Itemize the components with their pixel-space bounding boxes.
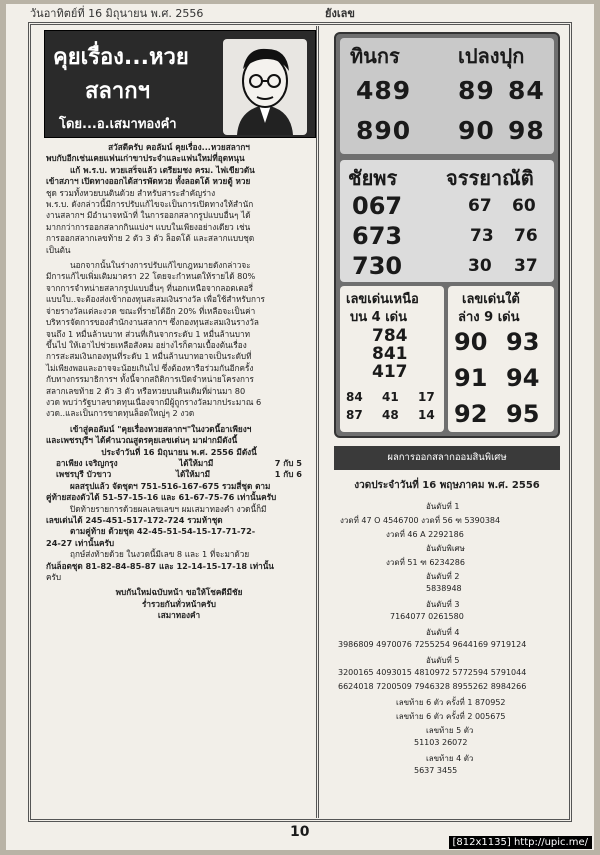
result-line: 5838948 — [426, 584, 462, 593]
article-line: กับทางกรรมาธิการฯ ทั้งนี้จากสถิติการเปิดจำหน่ายโครงการ — [46, 374, 254, 385]
page-number: 10 — [290, 824, 310, 840]
result-line: อันดับที่ 1 — [426, 502, 460, 511]
article-line: จากการจำหน่ายสลากรูปแบบอื่นๆ ที่นอกเหนือจากลอตเตอรี่ — [46, 282, 254, 293]
result-line: 5637 3455 — [414, 766, 458, 775]
prediction-number: 98 — [508, 116, 545, 145]
header-date: วันอาทิตย์ที่ 16 มิถุนายน พ.ศ. 2556 — [30, 7, 204, 20]
article-line: นอกจากนั้นในร่างการปรับแก้ไขกฎหมายดังกล่าวจะ — [70, 260, 251, 271]
article-line: และเพชรบุรีฯ ได้คำนวณสูตรคุยเลขเด่นๆ มาฝากมีดังนี้ — [46, 435, 238, 446]
article-line: ปิดท้ายรายการด้วยผลเลขเลขฯ ผมเสมาทองคำ งวดนี้ก็มี — [70, 503, 267, 514]
article-line: การออกสลากเลขท้าย 2 ตัว 3 ตัว ล็อตโต้ และสลากแบบชุด — [46, 233, 255, 244]
article-line: กันล็อตชุด 81-82-84-85-87 และ 12-14-15-17-18 เท่านั้น — [46, 560, 274, 571]
prediction-number: 60 — [512, 196, 536, 216]
result-line: 3986809 4970076 7255254 9644169 9719124 — [338, 640, 527, 649]
predictor-name: ชัยพร — [348, 166, 398, 190]
article-line: ประจำวันที่ 16 มิถุนายน พ.ศ. 2556 มีดังนี้ — [101, 446, 257, 457]
article-line: ชุด รวมทั้งหวยบนดินด้วย สำหรับสาระสำคัญร่าง — [46, 187, 216, 198]
savings-lottery-results — [334, 446, 560, 826]
prediction-number: 90 — [454, 328, 488, 356]
row-result: ได้ให้มามี — [179, 457, 214, 468]
prediction-number: 84 — [508, 76, 545, 105]
article-line: จนถึง 1 หมื่นล้านบาท ส่วนที่เกินจากระดับ 1 หมื่นล้านบาท — [46, 328, 250, 339]
page-header — [30, 4, 570, 20]
article-line: ตามคู่ท้าย ด้วยชุด 42-45-51-54-15-17-71-72- — [70, 526, 256, 537]
banner-title-line2: สลากฯ — [85, 79, 150, 104]
row-result: ได้ให้มามี — [175, 469, 211, 480]
prediction-number: 73 — [470, 226, 494, 246]
article-line: ฤกษ์ส่งท้ายด้วย ในงวดนี้มีเลข 8 และ 1 ที่จะมาด้วย — [70, 549, 250, 560]
row-score: 7 กับ 5 — [274, 457, 302, 468]
prediction-box-1 — [340, 38, 554, 154]
article-line: ไม่เพียงพอและอาจจะน้อยเกินไป ซึ่งต้องหารือร่วมกันอีกครั้ง — [46, 362, 254, 373]
article-line: งวด..และเป็นการขาดทุนล็อตใหญ่ๆ 2 งวด — [46, 408, 195, 419]
article-line: การสะสมเงินกองทุนที่ระดับ 1 หมื่นล้านบาทอาจเป็นระดับที่ — [46, 351, 252, 362]
article-line: เข้าสภาฯ เปิดทางออกได้สารพัดหวย ทั้งลอตโต้ หวยตู้ หวย — [46, 176, 251, 187]
results-header: ผลการออกสลากออมสินพิเศษ — [334, 446, 560, 470]
article-line: ร่ำรวยกันทั่วหน้าครับ — [142, 598, 216, 609]
article-line: มีการแก้ไขเพิ่มเติมมาตรา 22 โดยจะกำหนดให้รายได้ 80% — [46, 271, 256, 282]
article-line: คู่ท้ายสองตัวได้ 51-57-15-16 และ 61-67-75-76 เท่านั้นครับ — [46, 492, 277, 503]
prediction-number: 730 — [352, 252, 403, 280]
result-line: เลขท้าย 6 ตัว ครั้งที่ 2 005675 — [396, 712, 506, 721]
article-line: พ.ร.บ. ดังกล่าวนี้มีการปรับแก้ไขจะเป็นการเปิดทางให้สำนัก — [46, 199, 254, 210]
banner-byline: โดย...อ.เสมาทองคำ — [59, 117, 177, 132]
prediction-number: 890 — [356, 116, 412, 145]
result-line: อันดับที่ 2 — [426, 572, 460, 581]
column-divider — [316, 26, 319, 818]
prediction-column — [334, 32, 562, 826]
row-name: เพชรบุรี บัวขาว — [56, 469, 112, 480]
article-line: ผลสรุปแล้ว จัดชุดฯ 751-516-167-675 รวมสี่ชุด ตาม — [70, 480, 271, 491]
results-date: งวดประจำวันที่ 16 พฤษภาคม พ.ศ. 2556 — [354, 480, 540, 491]
row-score: 1 กับ 6 — [274, 469, 302, 480]
prediction-number: 89 — [458, 76, 495, 105]
prediction-number: 84 — [346, 390, 363, 404]
prediction-number: 30 — [468, 256, 492, 276]
header-brand: ยังเลข — [325, 7, 355, 20]
predictor-name: ทินกร — [350, 44, 400, 68]
article-line: เข้าสู่คอลัมน์ "คุยเรื่องหวยสลากฯ"ในงวดนี้อาเพียงฯ — [70, 423, 252, 434]
result-line: 51103 26072 — [414, 738, 468, 747]
article-column — [40, 30, 316, 622]
result-line: อันดับที่ 3 — [426, 600, 460, 609]
result-line: เลขท้าย 4 ตัว — [426, 754, 474, 763]
article-line: จ่ายรางวัลแต่ละงวด ขณะที่รายได้อีก 20% ที่เหลือจะเป็นค่า — [46, 305, 256, 316]
article-line: 24-27 เท่านั้นครับ — [46, 537, 115, 548]
prediction-number: 784 — [372, 326, 408, 346]
article-line: แบบใบ..จะต้องส่งเข้ากองทุนสะสมเงินรางวัล เพื่อใช้สำหรับการ — [46, 294, 265, 305]
prediction-number: 91 — [454, 364, 488, 392]
article-line: เป็นต้น — [46, 244, 71, 255]
result-line: อันดับที่ 4 — [426, 628, 460, 637]
row-name: อาเพียง เจริญกรุง — [56, 457, 118, 468]
author-portrait — [223, 39, 307, 135]
prediction-number: 489 — [356, 76, 412, 105]
article-line: เสมาทองคำ — [157, 610, 201, 621]
article-line: ขึ้นไป ให้เอาไปช่วยเหลือสังคม อย่างไรก็ตามเบื้องต้นเรื่อง — [46, 339, 247, 350]
box-subtitle: ล่าง 9 เด่น — [458, 310, 520, 325]
prediction-number: 067 — [352, 192, 403, 220]
box-title: เลขเด่นเหนือ — [346, 292, 419, 307]
article-line: พบกับอีกเช่นเคยแฟนเก่าขาประจำและแฟนใหม่ที่อุดหนุน — [46, 153, 245, 164]
portrait-illustration-icon — [223, 39, 307, 135]
prediction-number: 67 — [468, 196, 492, 216]
watermark: [812x1135] http://upic.me/ — [449, 836, 592, 849]
result-line: เลขท้าย 5 ตัว — [426, 726, 474, 735]
prediction-number: 93 — [506, 328, 540, 356]
prediction-number: 14 — [418, 408, 435, 422]
predictor-name: เปลงปุก — [458, 44, 525, 68]
result-line: อันดับที่ 5 — [426, 656, 460, 665]
prediction-number: 90 — [458, 116, 495, 145]
article-line: งานสลากฯ มีอำนาจหน้าที่ ในการออกสลากรูปแบบอื่นๆ ได้ — [46, 210, 251, 221]
result-line: งวดที่ 47 O 4546700 งวดที่ 56 ฑ 5390384 — [340, 516, 501, 525]
result-line: งวดที่ 51 ฑ 6234286 — [386, 558, 465, 567]
prediction-number: 48 — [382, 408, 399, 422]
table-row — [46, 458, 312, 469]
article-line: พบกันใหม่ฉบับหน้า ขอให้โชคดีมีชัย — [115, 587, 243, 598]
predictor-name: จรรยาณัติ — [446, 166, 534, 190]
result-line: 7164077 0261580 — [390, 612, 464, 621]
prediction-number: 673 — [352, 222, 403, 250]
article-line: สวัสดีครับ คอลัมน์ คุยเรื่อง...หวยสลากฯ — [108, 142, 250, 152]
prediction-box-2 — [340, 160, 554, 282]
result-line: งวดที่ 46 A 2292186 — [386, 530, 464, 539]
box-title: เลขเด่นใต้ — [462, 292, 520, 307]
article-line: แก้ พ.ร.บ. หวยเสร็จแล้ว เตรียมชง ครม. ไฟเขียวดัน — [70, 164, 255, 175]
prediction-number: 417 — [372, 362, 408, 382]
article-line: เลขเด่นได้ 245-451-517-172-724 รวมห้าชุด — [46, 515, 223, 525]
box-subtitle: บน 4 เด่น — [350, 310, 408, 325]
prediction-box-north — [340, 286, 444, 432]
result-line: 3200165 4093015 4810972 5772594 5791044 — [338, 668, 527, 677]
prediction-number: 17 — [418, 390, 435, 404]
article-line: ครับ — [46, 572, 62, 583]
article-body — [40, 142, 316, 622]
article-line: บริหารจัดการของสำนักงานสลากฯ ซึ่งกองทุนสะสมเงินรางวัล — [46, 317, 259, 328]
prediction-number: 37 — [514, 256, 538, 276]
column-banner — [44, 30, 316, 138]
prediction-number: 92 — [454, 400, 488, 428]
table-row — [46, 469, 312, 480]
prediction-box-south — [448, 286, 554, 432]
article-line: มากกว่าการออกสลากกินแบ่งฯ แบบในเพียงอย่างเดียว เช่น — [46, 221, 251, 232]
prediction-number: 95 — [506, 400, 540, 428]
prediction-number: 76 — [514, 226, 538, 246]
prediction-number: 87 — [346, 408, 363, 422]
prediction-panel — [334, 32, 560, 438]
prediction-number: 94 — [506, 364, 540, 392]
result-line: 6624018 7200509 7946328 8955262 8984266 — [338, 682, 527, 691]
article-line: งวด พบว่ารัฐบาลขาดทุนเนื่องจากมีผู้ถูกรางวัลมากประมาณ 6 — [46, 396, 262, 407]
article-line: สลากเลขท้าย 2 ตัว 3 ตัว หรือหวยบนดินเดิมที่ผ่านมา 80 — [46, 385, 246, 396]
result-line: เลขท้าย 6 ตัว ครั้งที่ 1 870952 — [396, 698, 506, 707]
prediction-number: 41 — [382, 390, 399, 404]
result-line: อันดับพิเศษ — [426, 544, 465, 553]
banner-title-line1: คุยเรื่อง...หวย — [53, 45, 189, 70]
prediction-number: 841 — [372, 344, 408, 364]
